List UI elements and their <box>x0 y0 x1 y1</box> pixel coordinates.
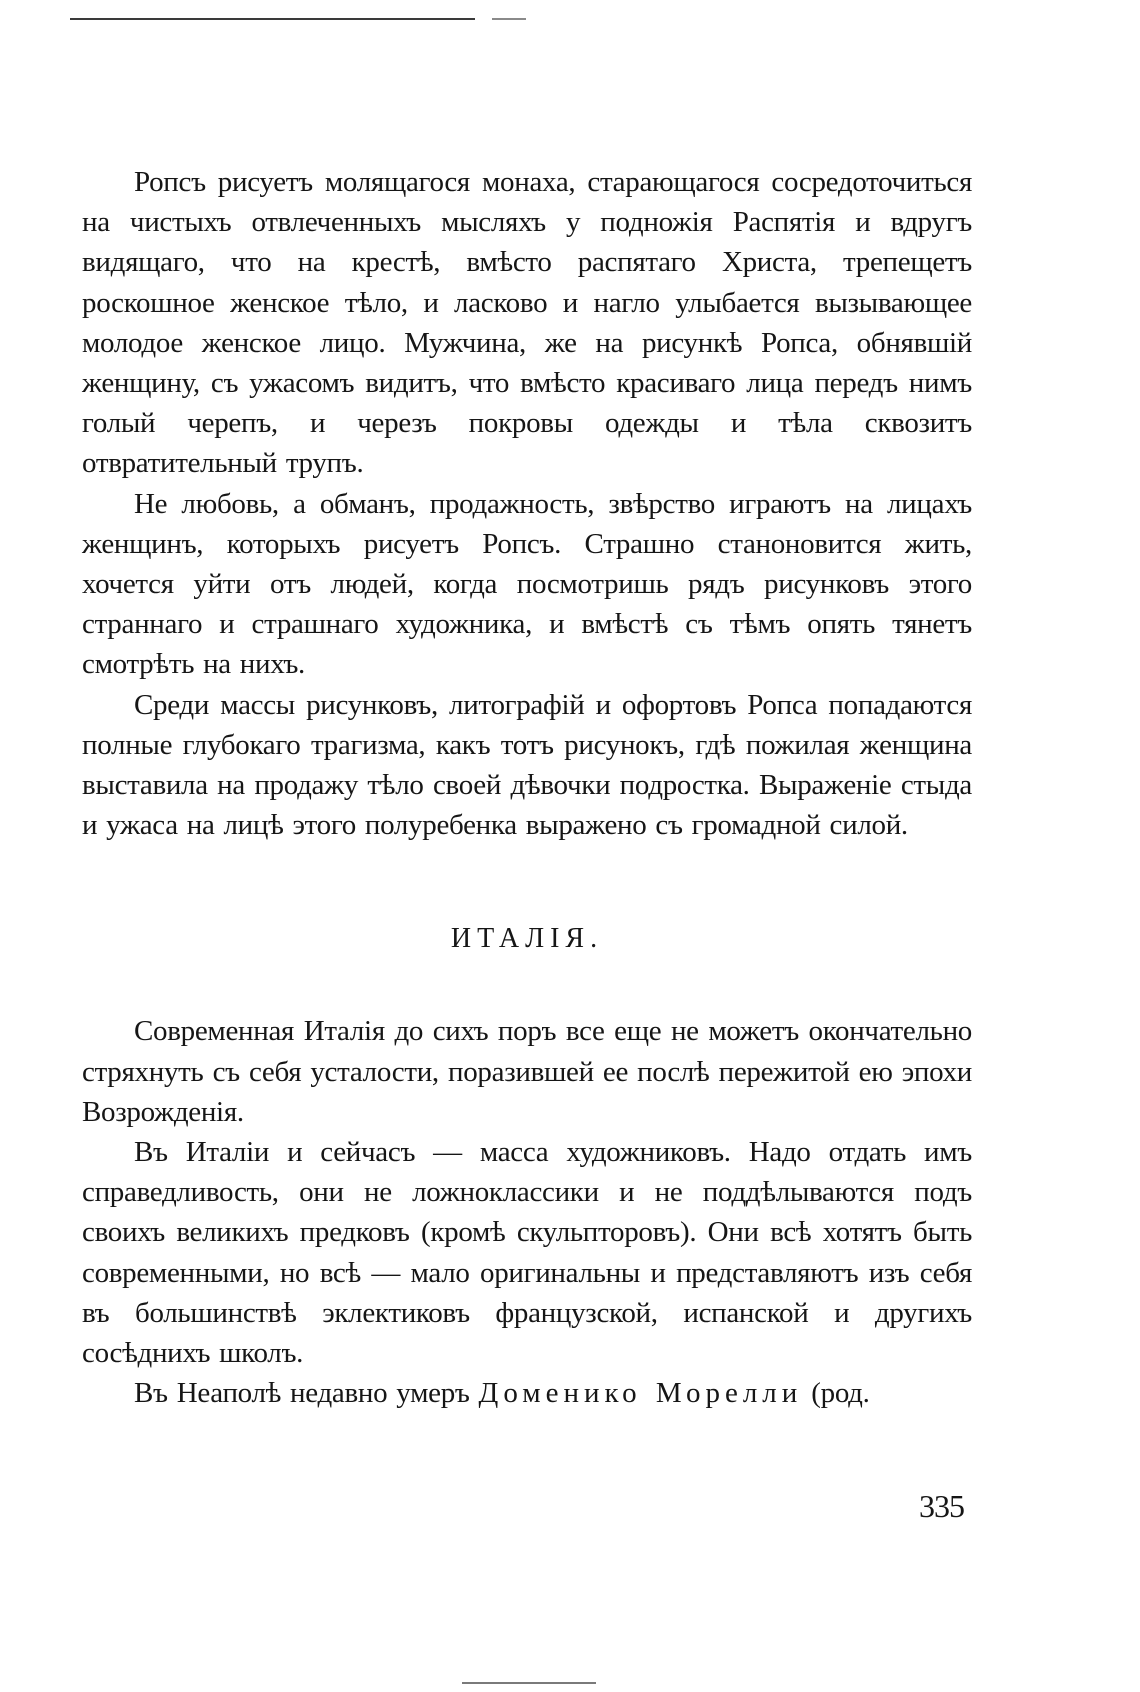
paragraph-naples <box>82 1373 972 1413</box>
bottom-rule <box>462 1682 596 1684</box>
naples-text-start: Въ Неаполѣ недавно умеръ <box>134 1377 479 1410</box>
section-italy <box>82 1011 972 1413</box>
paragraph-rops-women: Не любовь, а обманъ, продажность, звѣрство играютъ на лицахъ женщинъ, которыхъ рисуетъ Ропсъ. Страшно станоновится жить, хочется уйти отъ людей, когда посмотришь рядъ рисунковъ этого страннаго и страшнаго художника, и вмѣстѣ съ тѣмъ опять тянетъ смотрѣть на нихъ. <box>82 487 972 681</box>
page-number: 335 <box>919 1488 964 1524</box>
section-heading-italy: ИТАЛІЯ. <box>450 923 604 955</box>
paragraph-italy-artists: Въ Италіи и сейчасъ — масса художниковъ. Надо отдать имъ справедливость, они не ложноклассики и не поддѣлываются подъ своихъ великихъ предковъ (кромѣ скульпторовъ). Они всѣ хотятъ быть современными, но всѣ — мало оригинальны и представляютъ изъ себя въ большинствѣ эклектиковъ французской, испанской и другихъ сосѣднихъ школъ. <box>82 1136 972 1370</box>
paragraph-rops-monk: Ропсъ рисуетъ молящагося монаха, старающагося сосредоточиться на чистыхъ отвлеченныхъ мысляхъ у подножія Распятія и вдругъ видящаго, что на крестѣ, вмѣсто распятаго Христа, трепещетъ роскошное женское тѣло, и ласково и нагло улыбается вызывающее молодое женское лицо. Мужчина, же на рисункѣ Ропса, обнявшій женщину, съ ужасомъ видитъ, что вмѣсто красиваго лица передъ нимъ голый черепъ, и черезъ покровы одежды и тѣла сквозитъ отвратительный трупъ. <box>82 166 972 480</box>
top-rule-fragment <box>492 18 526 20</box>
paragraph-italy-intro: Современная Италія до сихъ поръ все еще не можетъ окончательно стряхнуть съ себя усталости, поразившей ее послѣ пережитой ею эпохи Возрожденія. <box>82 1015 972 1128</box>
page-body <box>82 162 972 1413</box>
top-rule <box>70 18 475 20</box>
artist-name-morelli: Доменико Морелли <box>478 1377 803 1410</box>
paragraph-rops-drawings: Среди массы рисунковъ, литографій и офортовъ Ропса попадаются полные глубокаго трагизма, какъ тотъ рисунокъ, гдѣ пожилая женщина выставила на продажу тѣло своей дѣвочки подростка. Выраженіе стыда и ужаса на лицѣ этого полуребенка выражено съ громадной силой. <box>82 688 972 842</box>
naples-text-end: (род. <box>802 1377 870 1410</box>
